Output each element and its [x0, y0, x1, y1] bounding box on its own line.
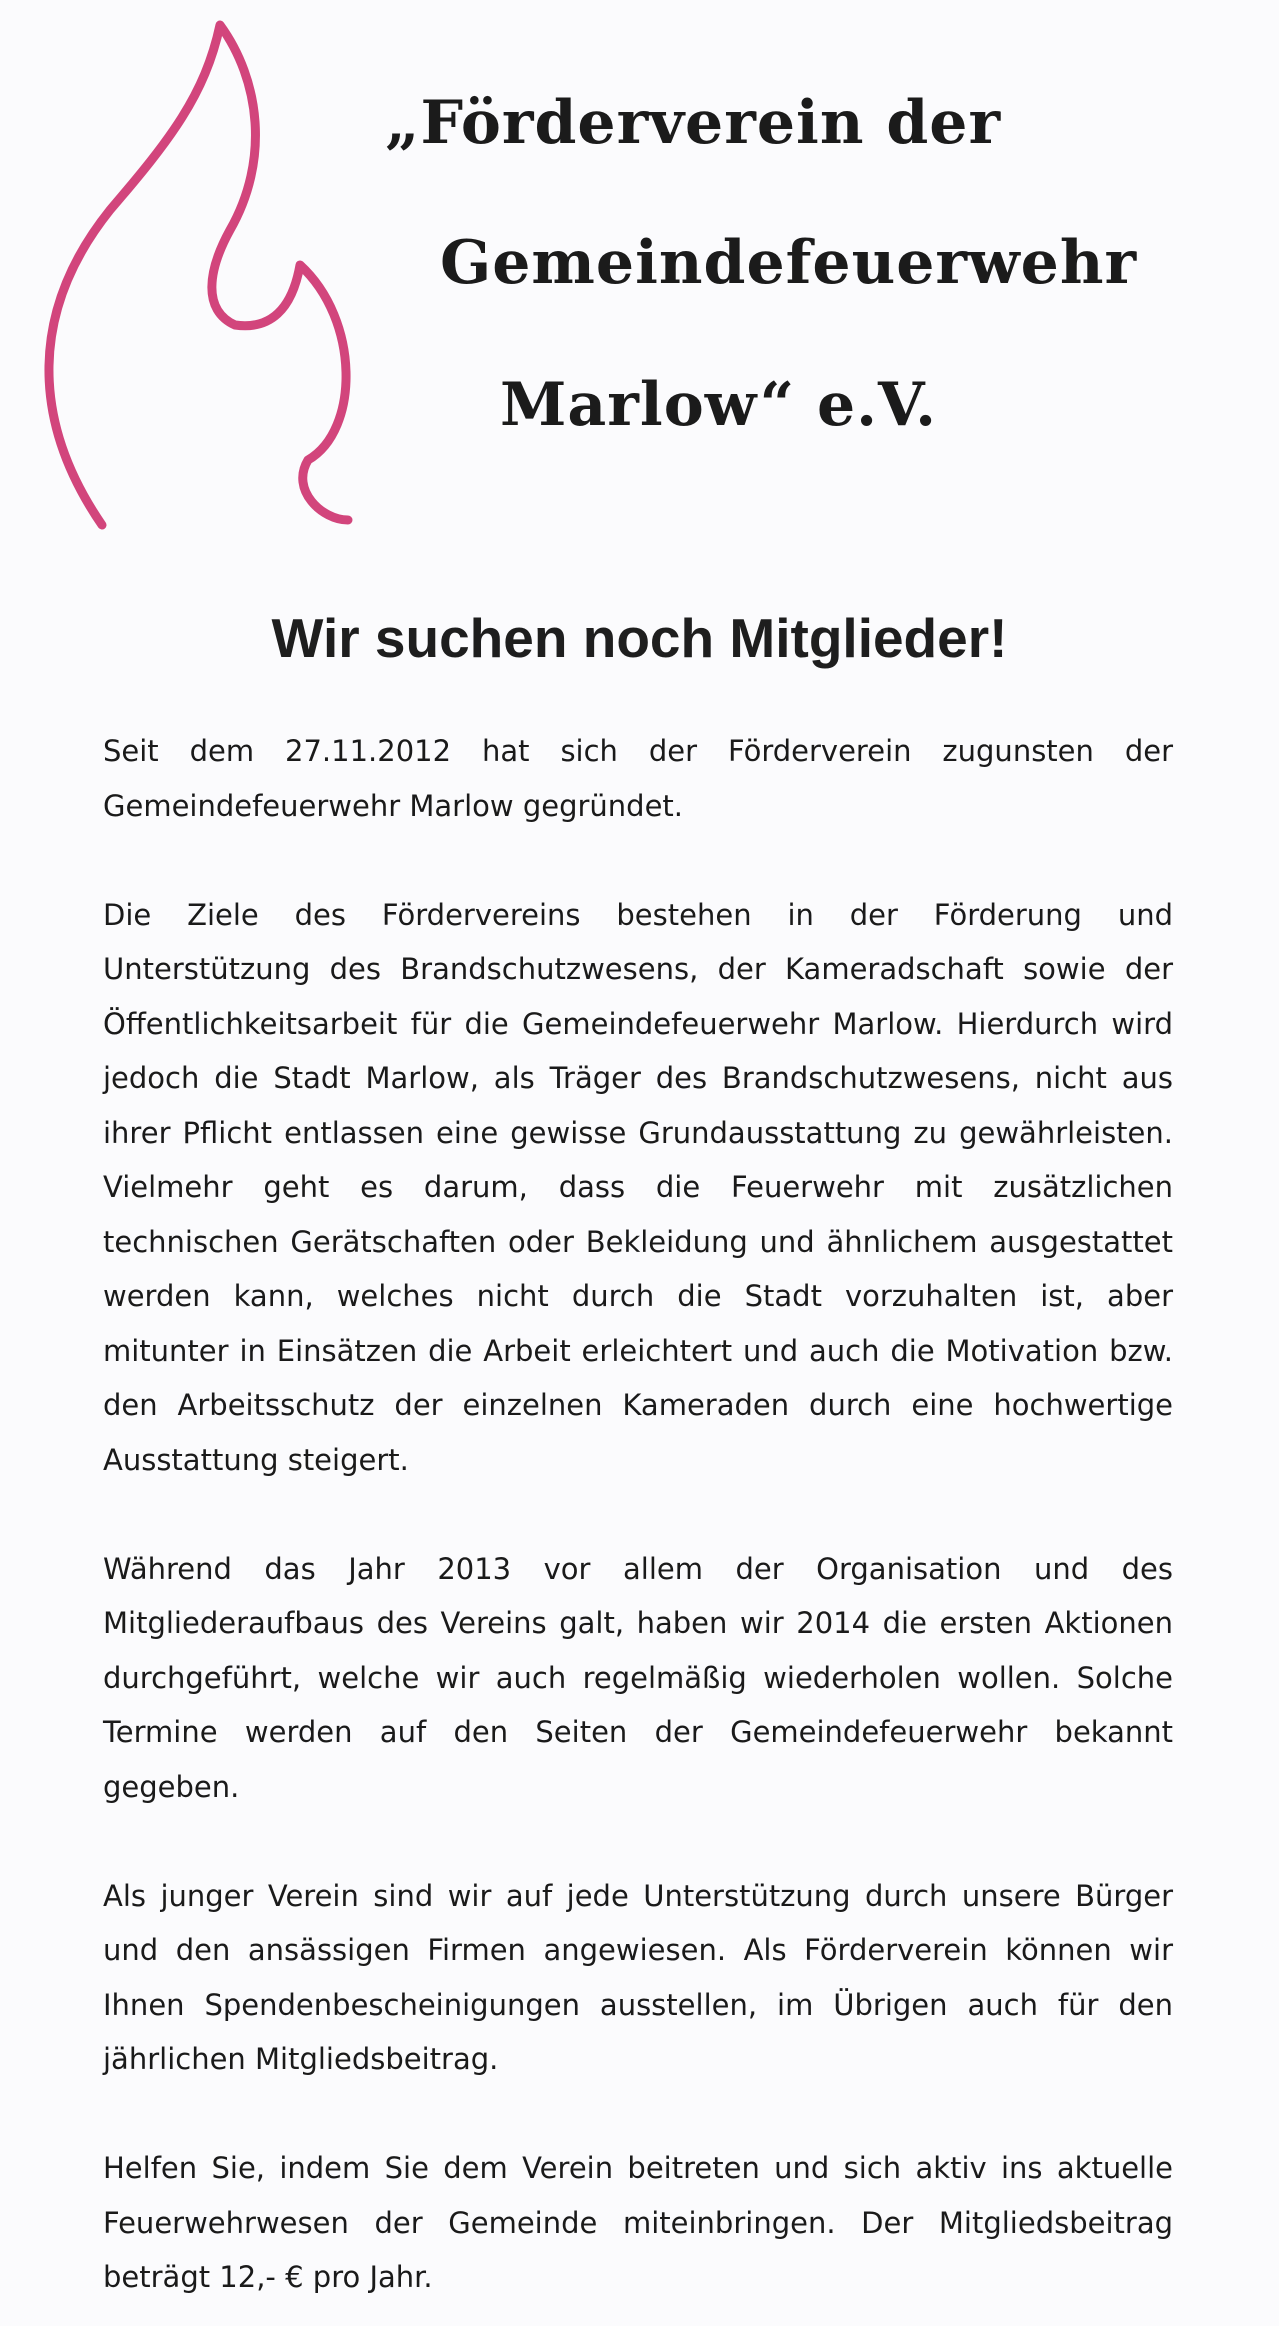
title-line-3: Marlow“ e.V. [500, 370, 937, 440]
flame-outline-icon [30, 20, 370, 540]
paragraph-founding: Seit dem 27.11.2012 hat sich der Förderverein zugunsten der Gemeindefeuerwehr Marlow gegründet. [103, 734, 1173, 823]
paragraph-membership: Helfen Sie, indem Sie dem Verein beitreten und sich aktiv ins aktuelle Feuerwehrwesen der Gemeinde miteinbringen. Der Mitgliedsbeitrag beträgt 12,- € pro Jahr. [103, 2151, 1173, 2294]
paragraph-support: Als junger Verein sind wir auf jede Unterstützung durch unsere Bürger und den ansässigen Firmen angewiesen. Als Förderverein können wir Ihnen Spendenbescheinigungen ausstellen, im Übrigen auch für den jährlichen Mitgliedsbeitrag. [103, 1878, 1173, 2076]
title-line-1: „Förderverein der [385, 88, 1002, 158]
title-line-2: Gemeindefeuerwehr [440, 228, 1138, 298]
body-text [103, 724, 1173, 2305]
page-heading: Wir suchen noch Mitglieder! [271, 607, 1008, 669]
paragraph-goals: Die Ziele des Fördervereins bestehen in der Förderung und Unterstützung des Brandschutzwesens, der Kameradschaft sowie der Öffentlichkeitsarbeit für die Gemeindefeuerwehr Marlow. Hierdurch wird jedoch die Stadt Marlow, als Träger des Brandschutzwesens, nicht aus ihrer Pflicht entlassen eine gewisse Grundausstattung zu gewährleisten. Vielmehr geht es darum, dass die Feuerwehr mit zusätzlichen technischen Gerätschaften oder Bekleidung und ähnlichem ausgestattet werden kann, welches nicht durch die Stadt vorzuhalten ist, aber mitunter in Einsätzen die Arbeit erleichtert und auch die Motivation bzw. den Arbeitsschutz der einzelnen Kameraden durch eine hochwertige Ausstattung steigert. [103, 897, 1173, 1477]
paragraph-activities: Während das Jahr 2013 vor allem der Organisation und des Mitgliederaufbaus des Vereins galt, haben wir 2014 die ersten Aktionen durchgeführt, welche wir auch regelmäßig wiederholen wollen. Solche Termine werden auf den Seiten der Gemeindefeuerwehr bekannt gegeben. [103, 1551, 1173, 1804]
